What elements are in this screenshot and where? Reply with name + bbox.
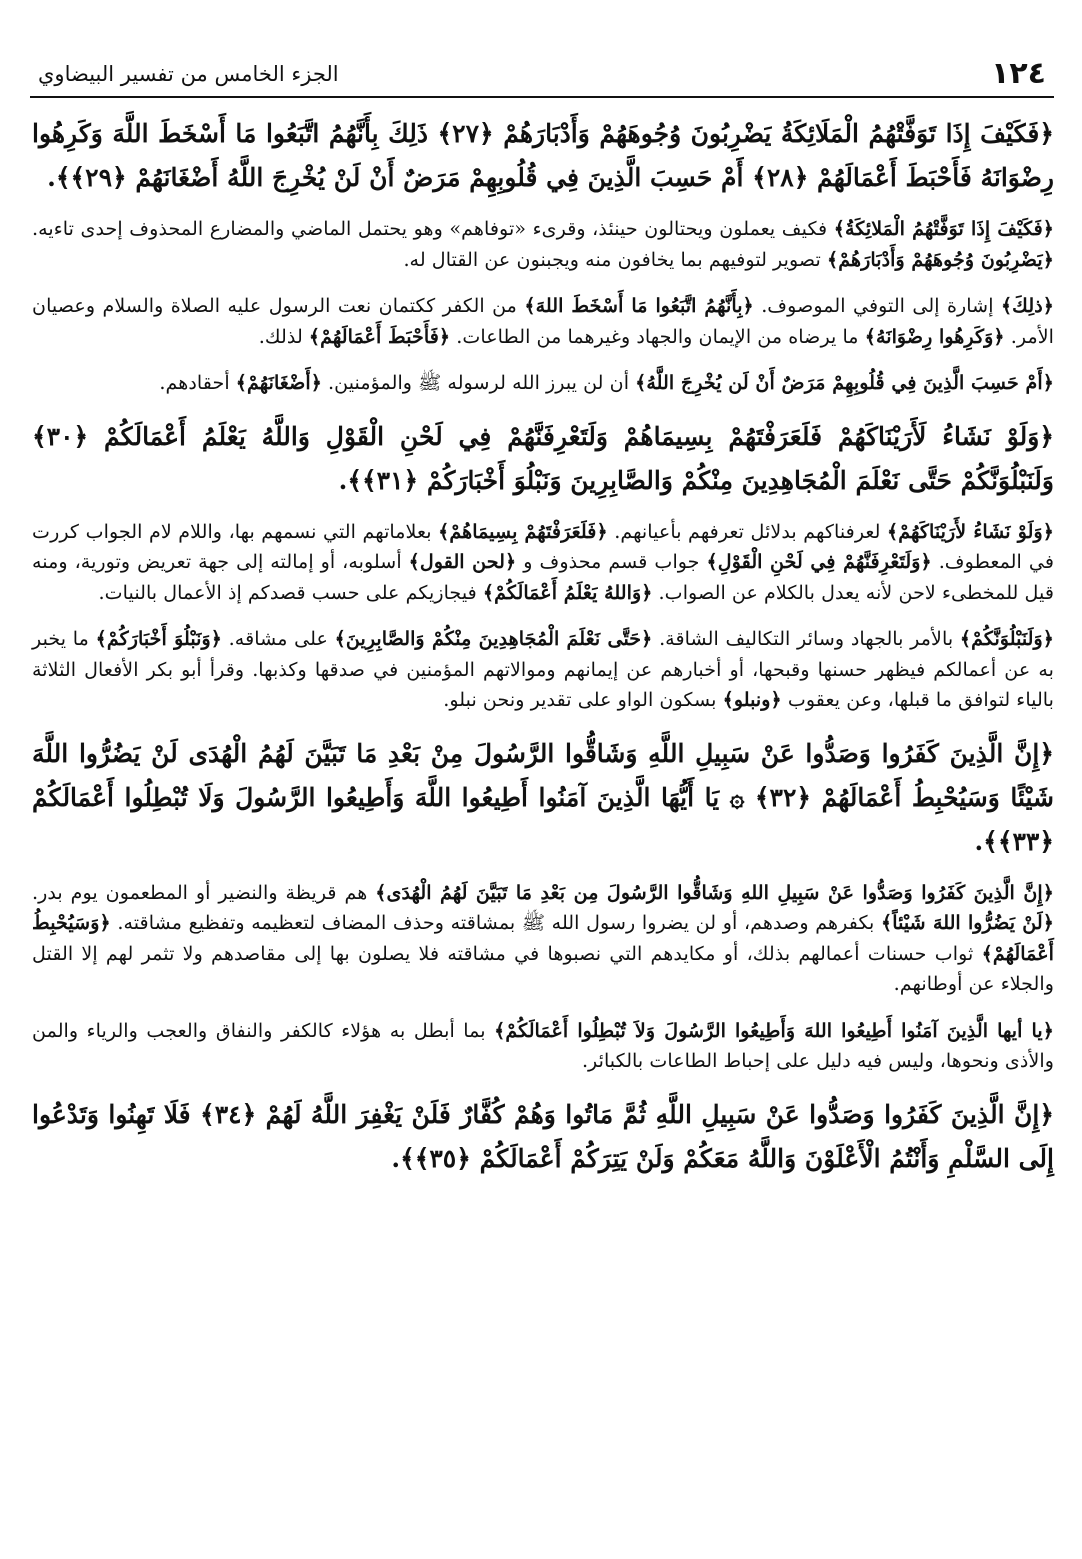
quoted-phrase: ﴿وَكَرِهُوا رِضْوَانَهُ﴾ xyxy=(864,324,1005,348)
commentary-text: بالأمر بالجهاد وسائر التكاليف الشاقة. xyxy=(652,627,960,650)
quoted-phrase: ﴿وَلَنَبْلُوَنَّكُمْ﴾ xyxy=(959,627,1055,650)
commentary-paragraph-5 xyxy=(32,624,1054,716)
page-header xyxy=(30,50,1054,98)
quoted-phrase: ﴿يا أيها الَّذِينَ آمَنُوا أَطِيعُوا اللهَ وَأَطِيعُوا الرَّسُولَ وَلاَ تُبْطِلُوا أَعْمَالَكُمْ﴾ xyxy=(494,1018,1054,1042)
commentary-paragraph-2 xyxy=(32,291,1054,352)
commentary-text: ثواب حسنات أعمالهم بذلك، أو مكايدهم التي نصبوها في مشاقته فلا يصلون بها إلى مقاصدهم ولا تثمر لهم إلا القتل والجلاء عن أوطانهم. xyxy=(32,941,1054,995)
quoted-phrase: ﴿لحن القول﴾ xyxy=(408,550,517,573)
quoted-phrase: ﴿إِنَّ الَّذِينَ كَفَرُوا وَصَدُّوا عَنْ سَبِيلِ اللهِ وَشَاقُّوا الرَّسُولَ مِن بَعْدِ مَا تَبَيَّنَ لَهُمُ الْهُدَى﴾ xyxy=(375,880,1054,904)
commentary-paragraph-6 xyxy=(32,878,1054,1000)
commentary-text: أحقادهم. xyxy=(159,371,236,394)
commentary-text: فيجازيكم على حسب قصدكم إذ الأعمال بالنيات. xyxy=(98,580,483,604)
page-number: ١٢٤ xyxy=(991,56,1046,91)
quran-verse-block-2: ﴿وَلَوْ نَشَاءُ لَأَرَيْنَاكَهُمْ فَلَعَرَفْتَهُمْ بِسِيمَاهُمْ وَلَتَعْرِفَنَّهُمْ فِي لَحْنِ الْقَوْلِ وَاللَّهُ يَعْلَمُ أَعْمَالَكُمْ ﴿٣٠﴾ وَلَنَبْلُوَنَّكُمْ حَتَّى نَعْلَمَ الْمُجَاهِدِينَ مِنْكُمْ وَالصَّابِرِينَ وَنَبْلُوَ أَخْبَارَكُمْ ﴿٣١﴾﴾. xyxy=(32,421,1054,495)
commentary-text: أسلوبه، أو إمالته إلى جهة تعريض وتورية، ومنه قيل للمخطىء لاحن لأنه يعدل بالكلام عن الصواب. xyxy=(32,550,1054,604)
quoted-phrase: ﴿بِأَنَّهُمُ اتَّبَعُوا مَا أَسْخَطَ اللهَ﴾ xyxy=(524,294,754,317)
quoted-phrase: ﴿وَلَوْ نَشَاءُ لأَرَيْنَاكَهُمْ﴾ xyxy=(887,519,1055,543)
commentary-text: تصوير لتوفيهم بما يخافون منه ويجبنون عن القتال له. xyxy=(403,247,827,271)
quoted-phrase: ﴿حَتَّى نَعْلَمَ الْمُجَاهِدِينَ مِنْكُمْ وَالصَّابِرِينَ﴾ xyxy=(334,627,653,650)
commentary-text: بعلاماتهم التي نسمهم بها، واللام لام الجواب كررت في المعطوف. xyxy=(32,519,1054,573)
commentary-text: جواب قسم محذوف و xyxy=(516,550,707,573)
commentary-paragraph-7 xyxy=(32,1016,1054,1077)
commentary-text: أن لن يبرز الله لرسوله ﷺ والمؤمنين. xyxy=(321,371,636,394)
commentary-text: بما أبطل به هؤلاء كالكفر والنفاق والعجب والرياء والمن والأذى ونحوها، وليس فيه دليل على إحباط الطاعات بالكبائر. xyxy=(32,1018,1054,1072)
commentary-text: إشارة إلى التوفي الموصوف. xyxy=(753,294,1001,317)
quoted-phrase: ﴿فَكَيْفَ إِذَا تَوَفَّتْهُمُ الْمَلائِكَةُ﴾ xyxy=(833,217,1054,240)
commentary-paragraph-1 xyxy=(32,214,1054,275)
commentary-text: لذلك. xyxy=(258,324,309,348)
quran-verse-block-3: ﴿إِنَّ الَّذِينَ كَفَرُوا وَصَدُّوا عَنْ سَبِيلِ اللَّهِ وَشَاقُّوا الرَّسُولَ مِنْ بَعْدِ مَا تَبَيَّنَ لَهُمُ الْهُدَى لَنْ يَضُرُّوا اللَّهَ شَيْئًا وَسَيُحْبِطُ أَعْمَالَهُمْ ﴿٣٢﴾ ۞ يَا أَيُّهَا الَّذِينَ آمَنُوا أَطِيعُوا اللَّهَ وَأَطِيعُوا الرَّسُولَ وَلَا تُبْطِلُوا أَعْمَالَكُمْ ﴿٣٣﴾﴾. xyxy=(32,738,1054,856)
commentary-text: من الكفر ككتمان نعت الرسول عليه الصلاة والسلام وعصيان الأمر. xyxy=(32,294,1054,348)
commentary-paragraph-4 xyxy=(32,517,1054,609)
quran-verse-block-4: ﴿إِنَّ الَّذِينَ كَفَرُوا وَصَدُّوا عَنْ سَبِيلِ اللَّهِ ثُمَّ مَاتُوا وَهُمْ كُفَّارٌ فَلَنْ يَغْفِرَ اللَّهُ لَهُمْ ﴿٣٤﴾ فَلَا تَهِنُوا وَتَدْعُوا إِلَى السَّلْمِ وَأَنْتُمُ الْأَعْلَوْنَ وَاللَّهُ مَعَكُمْ وَلَنْ يَتِرَكُمْ أَعْمَالَكُمْ ﴿٣٥﴾﴾. xyxy=(32,1099,1054,1173)
quoted-phrase: ﴿وَاللهُ يَعْلَمُ أَعْمَالَكُمْ﴾ xyxy=(482,580,653,604)
quran-verse-block-1: ﴿فَكَيْفَ إِذَا تَوَفَّتْهُمُ الْمَلَائِكَةُ يَضْرِبُونَ وُجُوهَهُمْ وَأَدْبَارَهُمْ ﴿٢٧﴾ ذَلِكَ بِأَنَّهُمُ اتَّبَعُوا مَا أَسْخَطَ اللَّهَ وَكَرِهُوا رِضْوَانَهُ فَأَحْبَطَ أَعْمَالَهُمْ ﴿٢٨﴾ أَمْ حَسِبَ الَّذِينَ فِي قُلُوبِهِمْ مَرَضٌ أَنْ لَنْ يُخْرِجَ اللَّهُ أَضْغَانَهُمْ ﴿٢٩﴾﴾. xyxy=(32,119,1054,192)
commentary-text: بكفرهم وصدهم، أو لن يضروا رسول الله ﷺ بمشاقته وحذف المضاف لتعظيمه وتفظيع مشاقته. xyxy=(110,911,881,934)
quoted-phrase: ﴿يَضْرِبُونَ وُجُوهَهُمْ وَأَدْبَارَهُمْ﴾ xyxy=(826,247,1054,271)
quoted-phrase: ﴿ونبلو﴾ xyxy=(722,688,782,711)
quoted-phrase: ﴿وَنَبْلُوَ أَخْبَارَكُمْ﴾ xyxy=(95,627,222,650)
running-title: الجزء الخامس من تفسير البيضاوي xyxy=(38,62,339,86)
quoted-phrase: ﴿فَأَحْبَطَ أَعْمَالَهُمْ﴾ xyxy=(308,324,451,348)
quoted-phrase: ﴿وَسَيُحْبِطُ أَعْمَالَهُمْ﴾ xyxy=(32,911,1054,965)
commentary-text: بسكون الواو على تقدير ونحن نبلو. xyxy=(443,688,723,711)
quoted-phrase: ﴿أَضْغَانَهُمْ﴾ xyxy=(235,371,322,394)
commentary-text: على مشاقه. xyxy=(222,627,335,650)
quoted-phrase: ﴿أَمْ حَسِبَ الَّذِينَ فِي قُلُوبِهِمْ مَرَضٌ أَنْ لَن يُخْرِجَ اللَّهُ﴾ xyxy=(635,371,1054,394)
quoted-phrase: ﴿فَلَعَرَفْتَهُمْ بِسِيمَاهُمْ﴾ xyxy=(438,519,608,543)
commentary-text: هم قريظة والنضير أو المطعمون يوم بدر. xyxy=(32,880,376,904)
commentary-text: لعرفناكهم بدلائل تعرفهم بأعيانهم. xyxy=(607,519,888,543)
quoted-phrase: ﴿لَنْ يَضُرُّوا اللهَ شَيْئاً﴾ xyxy=(881,911,1054,934)
commentary-text: ما يرضاه من الإيمان والجهاد وغيرهما من الطاعات. xyxy=(450,324,865,348)
page-content xyxy=(32,112,1054,1519)
quoted-phrase: ﴿ذلِكَ﴾ xyxy=(1000,294,1054,317)
commentary-text: فكيف يعملون ويحتالون حينئذ، وقرىء «توفاهم» وهو يحتمل الماضي والمضارع المحذوف إحدى تاءيه. xyxy=(32,217,834,240)
quoted-phrase: ﴿وَلَتَعْرِفَنَّهُمْ فِي لَحْنِ الْقَوْلِ﴾ xyxy=(706,550,932,573)
commentary-text: ما يخبر به عن أعمالكم فيظهر حسنها وقبحها، أو أخبارهم عن إيمانهم وموالاتهم المؤمنين في صدقها وكذبها. وقرأ أبو بكر الأفعال الثلاثة بالياء لتوافق ما قبلها، وعن يعقوب xyxy=(32,627,1054,711)
commentary-paragraph-3 xyxy=(32,368,1054,399)
